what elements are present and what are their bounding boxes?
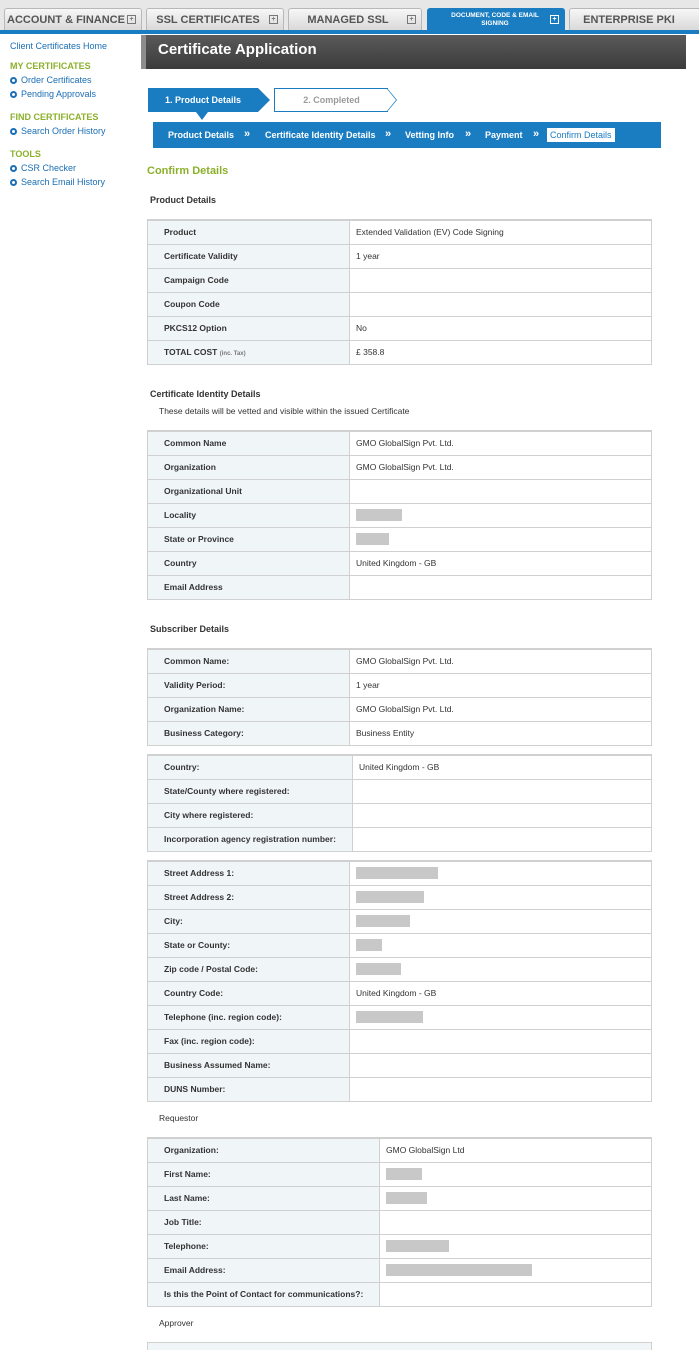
- table-row: [148, 292, 652, 316]
- table-row: [148, 455, 652, 479]
- breadcrumb-product-details: Product Details: [168, 130, 235, 140]
- row-value-redacted: [380, 1258, 652, 1282]
- breadcrumb-confirm-details: Confirm Details: [547, 128, 615, 142]
- row-value: [380, 1282, 652, 1306]
- row-label: Incorporation agency registration number:: [148, 827, 353, 851]
- tab-managed-ssl[interactable]: [288, 8, 422, 30]
- double-chevron-right-icon: »: [533, 128, 537, 140]
- table-row: [148, 861, 652, 885]
- tab-document-code-email-signing[interactable]: [427, 8, 565, 30]
- row-value-redacted: [350, 861, 652, 885]
- table-row: [148, 779, 652, 803]
- table-row: [148, 697, 652, 721]
- row-value: Business Entity: [350, 721, 652, 745]
- table-row: [148, 803, 652, 827]
- row-label: Job Title:: [148, 1210, 380, 1234]
- row-value: Extended Validation (EV) Code Signing: [350, 220, 652, 244]
- sidebar-item-csr-checker[interactable]: [10, 163, 76, 173]
- row-label: Business Assumed Name:: [148, 1053, 350, 1077]
- redacted-value: [386, 1240, 449, 1252]
- row-value: GMO GlobalSign Pvt. Ltd.: [350, 455, 652, 479]
- sidebar-heading-my-certificates: MY CERTIFICATES: [10, 61, 91, 71]
- sidebar-item-label: Search Order History: [21, 126, 106, 136]
- row-value: [380, 1210, 652, 1234]
- row-value: [350, 292, 652, 316]
- row-value-redacted: [350, 1005, 652, 1029]
- bullet-icon: [10, 128, 17, 135]
- redacted-value: [356, 939, 382, 951]
- tab-label: ACCOUNT & FINANCE: [7, 13, 125, 26]
- sidebar-item-label: Order Certificates: [21, 75, 92, 85]
- row-label: Zip code / Postal Code:: [148, 957, 350, 981]
- table-row: [148, 1258, 652, 1282]
- bullet-icon: [10, 165, 17, 172]
- table-row: [148, 503, 652, 527]
- row-label: Country Code:: [148, 981, 350, 1005]
- row-value-redacted: [350, 957, 652, 981]
- row-label: City where registered:: [148, 803, 353, 827]
- tab-ssl-certificates[interactable]: [146, 8, 284, 30]
- row-value: 1 year: [350, 244, 652, 268]
- sidebar-item-search-order-history[interactable]: [10, 126, 106, 136]
- bullet-icon: [10, 179, 17, 186]
- subscriber-table-3: [147, 860, 652, 1102]
- row-value: [350, 268, 652, 292]
- sidebar-item-order-certificates[interactable]: [10, 75, 92, 85]
- approver-heading: Approver: [159, 1318, 194, 1328]
- redacted-value: [356, 915, 410, 927]
- row-value: United Kingdom - GB: [350, 551, 652, 575]
- breadcrumb-payment: Payment: [485, 130, 523, 140]
- double-chevron-right-icon: »: [465, 128, 469, 140]
- table-row: [148, 220, 652, 244]
- double-chevron-right-icon: »: [244, 128, 248, 140]
- identity-heading: Certificate Identity Details: [150, 389, 261, 399]
- identity-note: These details will be vetted and visible within the issued Certificate: [159, 406, 410, 416]
- row-label: Organization Name:: [148, 697, 350, 721]
- table-row: [148, 1005, 652, 1029]
- row-value: [353, 803, 652, 827]
- sidebar-item-label: Pending Approvals: [21, 89, 97, 99]
- sidebar-home-link[interactable]: Client Certificates Home: [10, 41, 108, 51]
- row-label: Business Category:: [148, 721, 350, 745]
- row-label: State or County:: [148, 933, 350, 957]
- row-label: Organizational Unit: [148, 479, 350, 503]
- expand-icon: +: [127, 15, 136, 24]
- redacted-value: [386, 1192, 427, 1204]
- row-value-redacted: [350, 933, 652, 957]
- step-product-details: [148, 88, 258, 112]
- row-value: United Kingdom - GB: [350, 981, 652, 1005]
- table-row: [148, 1077, 652, 1101]
- sidebar-item-label: CSR Checker: [21, 163, 77, 173]
- redacted-value: [356, 509, 402, 521]
- table-row: [148, 316, 652, 340]
- row-label: Locality: [148, 503, 350, 527]
- row-label: Common Name:: [148, 649, 350, 673]
- table-row: [148, 1029, 652, 1053]
- row-label: Validity Period:: [148, 673, 350, 697]
- row-value-redacted: [350, 527, 652, 551]
- step-label: 1. Product Details: [164, 95, 242, 105]
- row-label: Telephone:: [148, 1234, 380, 1258]
- table-row: [148, 1162, 652, 1186]
- tab-enterprise-pki[interactable]: [569, 8, 699, 30]
- table-row: [148, 244, 652, 268]
- table-row: [148, 340, 652, 364]
- subscriber-table-1: [147, 648, 652, 746]
- table-row: [148, 1186, 652, 1210]
- row-label: Country: [148, 551, 350, 575]
- row-value: [353, 779, 652, 803]
- subscriber-heading: Subscriber Details: [150, 624, 230, 634]
- table-row: [148, 755, 652, 779]
- expand-icon: +: [550, 15, 559, 24]
- row-value: [350, 575, 652, 599]
- row-label: Fax (inc. region code):: [148, 1029, 350, 1053]
- row-label: Common Name: [148, 431, 350, 455]
- row-value-redacted: [350, 885, 652, 909]
- row-value: United Kingdom - GB: [353, 755, 652, 779]
- row-value: GMO GlobalSign Pvt. Ltd.: [350, 649, 652, 673]
- tab-label: MANAGED SSL: [307, 13, 389, 26]
- table-row: [148, 1053, 652, 1077]
- row-value-redacted: [350, 909, 652, 933]
- step-pointer: [196, 112, 208, 120]
- row-value: [350, 479, 652, 503]
- row-label: City:: [148, 909, 350, 933]
- row-label: Campaign Code: [148, 268, 350, 292]
- table-row: [148, 1138, 652, 1162]
- row-label: Email Address:: [148, 1258, 380, 1282]
- row-label: Coupon Code: [148, 292, 350, 316]
- tab-label: ENTERPRISE PKI: [583, 13, 675, 26]
- row-label: Telephone (inc. region code):: [148, 1005, 350, 1029]
- table-row: [148, 673, 652, 697]
- row-label: Product: [148, 220, 350, 244]
- tax-note: (inc. Tax): [219, 351, 246, 357]
- table-row: [148, 527, 652, 551]
- table-row: [148, 268, 652, 292]
- row-label-total-cost: [148, 340, 350, 364]
- row-label: Street Address 2:: [148, 885, 350, 909]
- sidebar-heading-tools: TOOLS: [10, 149, 41, 159]
- row-label: Email Address: [148, 575, 350, 599]
- row-value: No: [350, 316, 652, 340]
- row-value: GMO GlobalSign Pvt. Ltd.: [350, 431, 652, 455]
- tab-account-finance[interactable]: [4, 8, 142, 30]
- sidebar-item-search-email-history[interactable]: [10, 177, 105, 187]
- row-label: Is this the Point of Contact for communications?:: [148, 1282, 380, 1306]
- row-label: State or Province: [148, 527, 350, 551]
- table-row: [148, 957, 652, 981]
- row-value: [350, 1053, 652, 1077]
- section-title: Confirm Details: [147, 165, 229, 177]
- row-label: Country:: [148, 755, 353, 779]
- row-label: Certificate Validity: [148, 244, 350, 268]
- approver-table: [147, 1342, 652, 1350]
- row-label: Organization: [148, 455, 350, 479]
- table-row: [148, 933, 652, 957]
- breadcrumb-vetting-info: Vetting Info: [405, 130, 454, 140]
- table-row: [148, 479, 652, 503]
- row-label: PKCS12 Option: [148, 316, 350, 340]
- table-row: [148, 981, 652, 1005]
- redacted-value: [356, 891, 424, 903]
- row-value-redacted: [350, 503, 652, 527]
- redacted-value: [356, 533, 389, 545]
- row-label: State/County where registered:: [148, 779, 353, 803]
- table-row: [148, 1234, 652, 1258]
- sidebar-heading-find-certificates: FIND CERTIFICATES: [10, 112, 99, 122]
- redacted-value: [386, 1168, 422, 1180]
- table-row: [148, 575, 652, 599]
- row-value-redacted: [380, 1186, 652, 1210]
- redacted-value: [356, 867, 438, 879]
- total-cost-value: £ 358.8: [350, 340, 652, 364]
- breadcrumb-certificate-identity-details: Certificate Identity Details: [265, 130, 376, 140]
- expand-icon: +: [269, 15, 278, 24]
- breadcrumb: [153, 122, 661, 148]
- table-row: [148, 431, 652, 455]
- bullet-icon: [10, 91, 17, 98]
- requestor-table: [147, 1137, 652, 1307]
- subscriber-table-2: [147, 754, 652, 852]
- double-chevron-right-icon: »: [385, 128, 389, 140]
- top-navigation: [0, 0, 699, 34]
- table-row: [148, 649, 652, 673]
- row-value: [350, 1029, 652, 1053]
- row-label: Organization:: [148, 1138, 380, 1162]
- redacted-value: [386, 1264, 532, 1276]
- total-cost-label: TOTAL COST: [164, 347, 218, 357]
- redacted-value: [356, 963, 401, 975]
- requestor-heading: Requestor: [159, 1113, 199, 1123]
- identity-table: [147, 430, 652, 600]
- row-value: [353, 827, 652, 851]
- row-value-redacted: [380, 1234, 652, 1258]
- table-row: [148, 1282, 652, 1306]
- table-row: [148, 1210, 652, 1234]
- product-details-table: [147, 219, 652, 365]
- row-value: GMO GlobalSign Ltd: [380, 1138, 652, 1162]
- step-completed: [274, 88, 388, 112]
- row-value: [350, 1077, 652, 1101]
- row-label: Street Address 1:: [148, 861, 350, 885]
- step-label: 2. Completed: [303, 95, 360, 105]
- row-value: 1 year: [350, 673, 652, 697]
- row-label: Last Name:: [148, 1186, 380, 1210]
- expand-icon: +: [407, 15, 416, 24]
- row-value-redacted: [380, 1162, 652, 1186]
- sidebar-item-pending-approvals[interactable]: [10, 89, 96, 99]
- sidebar-item-label: Search Email History: [21, 177, 106, 187]
- row-label: First Name:: [148, 1162, 380, 1186]
- redacted-value: [356, 1011, 423, 1023]
- tab-label: DOCUMENT, CODE & EMAIL SIGNING: [451, 11, 539, 27]
- row-label: DUNS Number:: [148, 1077, 350, 1101]
- table-row: [148, 721, 652, 745]
- table-row: [148, 551, 652, 575]
- tab-label: SSL CERTIFICATES: [156, 13, 260, 26]
- table-row: [148, 909, 652, 933]
- bullet-icon: [10, 77, 17, 84]
- table-row: [148, 827, 652, 851]
- row-value: GMO GlobalSign Pvt. Ltd.: [350, 697, 652, 721]
- product-details-heading: Product Details: [150, 195, 217, 205]
- table-row: [148, 885, 652, 909]
- page-title: Certificate Application: [141, 35, 686, 69]
- step-arrow-fill: [387, 89, 396, 111]
